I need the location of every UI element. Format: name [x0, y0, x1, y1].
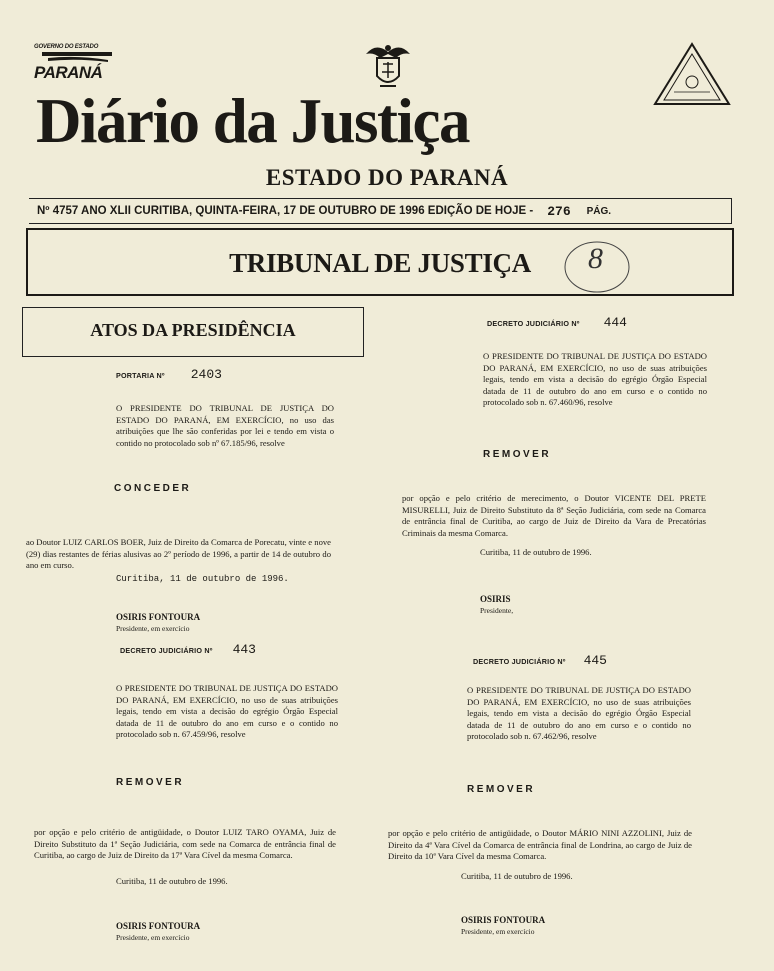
decreto-445-action: REMOVER: [467, 784, 536, 795]
decreto-445-number: 445: [583, 653, 607, 668]
decreto-445-date: Curitiba, 11 de outubro de 1996.: [461, 871, 573, 881]
decreto-444-number-row: [487, 313, 627, 331]
portaria-intro: O PRESIDENTE DO TRIBUNAL DE JUSTIÇA DO ESTADO DO PARANÁ, EM EXERCÍCIO, no uso das atribuições que lhe são conferidas por lei e tendo em vista o contido no protocolado sob nº 67.185/96, resolve: [116, 403, 334, 448]
decreto-445-label: DECRETO JUDICIÁRIO Nº: [473, 657, 566, 666]
section-banner: [26, 228, 734, 296]
portaria-action: CONCEDER: [114, 483, 192, 494]
decreto-443-label: DECRETO JUDICIÁRIO Nº: [120, 646, 213, 655]
page-label: PÁG.: [586, 205, 612, 217]
portaria-label: PORTARIA Nº: [116, 371, 165, 380]
government-label: GOVERNO DO ESTADO: [34, 44, 99, 50]
issue-line: Nº 4757 ANO XLII CURITIBA, QUINTA-FEIRA, 17 DE OUTUBRO DE 1996 EDIÇÃO DE HOJE -: [37, 205, 534, 217]
decreto-444-intro: O PRESIDENTE DO TRIBUNAL DE JUSTIÇA DO ESTADO DO PARANÁ, EM EXERCÍCIO, no uso de suas atribuições legais, tendo em vista a decisão do egrégio Órgão Especial datada de 11 de outubro do ano em curso e o contido no protocolado sob n. 67.460/96, resolve: [483, 351, 707, 407]
state-subtitle: ESTADO DO PARANÁ: [265, 165, 509, 190]
atos-title: ATOS DA PRESIDÊNCIA: [90, 320, 296, 340]
section-title: TRIBUNAL DE JUSTIÇA: [229, 248, 531, 278]
portaria-signature: OSIRIS FONTOURA: [116, 612, 201, 622]
page-count: 276: [547, 203, 571, 219]
decreto-445-signature-role: Presidente, em exercício: [461, 927, 535, 936]
atos-banner: [22, 307, 364, 357]
handwritten-number: 8: [588, 242, 603, 275]
decreto-443-intro: O PRESIDENTE DO TRIBUNAL DE JUSTIÇA DO ESTADO DO PARANÁ, EM EXERCÍCIO, no uso de suas atribuições legais, tendo em vista a decisão do egrégio Órgão Especial datada de 11 de outubro do ano em curso e o contido no protocolado sob n. 67.459/96, resolve: [116, 683, 338, 739]
decreto-444-action: REMOVER: [483, 449, 552, 460]
decreto-443-text: por opção e pelo critério de antigüidade, o Doutor LUIZ TARO OYAMA, Juiz de Direito Substituto da 1ª Seção Judiciária, com sede na Comarca de entrância final de Curitiba, ao cargo de Juiz de Direito da 17ª Vara Cível da mesma Comarca.: [34, 827, 336, 860]
issue-info-bar: [29, 198, 732, 224]
decreto-444-label: DECRETO JUDICIÁRIO Nº: [487, 319, 580, 328]
decreto-443-signature: OSIRIS FONTOURA: [116, 921, 201, 931]
decreto-444-number: 444: [603, 315, 627, 330]
decreto-443-signature-role: Presidente, em exercício: [116, 933, 190, 942]
masthead-title: Diário da Justiça: [36, 86, 470, 156]
portaria-signature-role: Presidente, em exercício: [116, 624, 190, 633]
government-logo: [34, 44, 112, 88]
portaria-text: ao Doutor LUIZ CARLOS BOER, Juiz de Direito da Comarca de Porecatu, vinte e nove (29) dias restantes de férias alusivas ao 2º período de 1996, a partir de 14 de outubro do ano em curso.: [26, 537, 331, 570]
portaria-number-row: [116, 365, 222, 383]
decreto-444-text: por opção e pelo critério de merecimento, o Doutor VICENTE DEL PRETE MISURELLI, Juiz de Direito Substituto da 8ª Seção Judiciária, com sede na Comarca de entrância final de Curitiba, ao cargo de Juiz de Direito da Vara de Precatórias Criminais da mesma Comarca.: [402, 493, 706, 538]
decreto-444-date: Curitiba, 11 de outubro de 1996.: [480, 547, 592, 557]
decreto-445-text: por opção e pelo critério de antigüidade, o Doutor MÁRIO NINI AZZOLINI, Juiz de Direito da 4ª Vara Cível da Comarca de entrância final de Londrina, ao cargo de Juiz de Direito da 10ª Vara Cível da mesma Comarca.: [388, 828, 692, 861]
portaria-number: 2403: [190, 367, 222, 382]
decreto-444-signature: OSIRIS: [480, 594, 511, 604]
decreto-445-number-row: [473, 651, 607, 669]
decreto-443-action: REMOVER: [116, 777, 185, 788]
state-flag-icon: [42, 51, 112, 63]
decreto-445-intro: O PRESIDENTE DO TRIBUNAL DE JUSTIÇA DO ESTADO DO PARANÁ, EM EXERCÍCIO, no uso de suas atribuições legais, tendo em vista a decisão do egrégio Órgão Especial datada de 11 de outubro do ano em curso e o contido no protocolado sob n. 67.462/96, resolve: [467, 685, 691, 741]
decreto-443-number: 443: [232, 642, 256, 657]
decreto-444-signature-role: Presidente,: [480, 606, 514, 615]
decreto-443-date: Curitiba, 11 de outubro de 1996.: [116, 876, 228, 886]
decreto-443-number-row: [120, 640, 256, 658]
decreto-445-signature: OSIRIS FONTOURA: [461, 915, 546, 925]
government-name: PARANÁ: [34, 63, 103, 82]
portaria-date: Curitiba, 11 de outubro de 1996.: [116, 574, 289, 584]
